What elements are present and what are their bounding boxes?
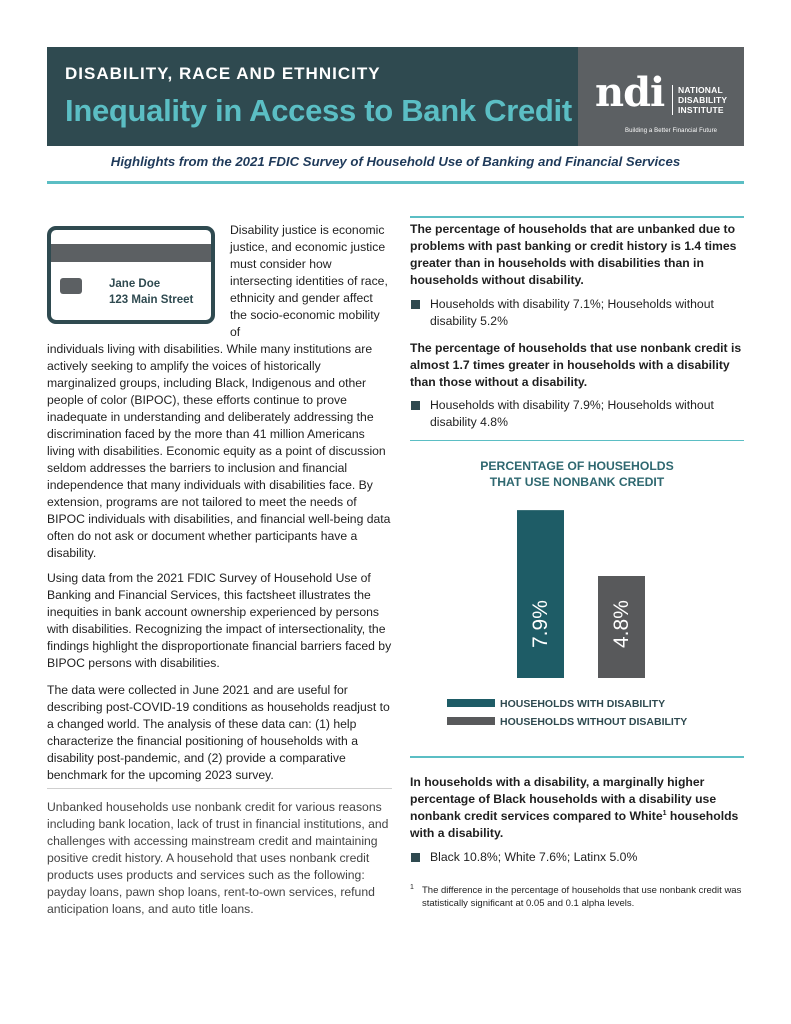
logo-mark: ndi bbox=[595, 69, 665, 116]
square-bullet-icon bbox=[411, 401, 420, 410]
intro-paragraph-start: Disability justice is economic justice, and economic justice must consider how intersecting identities of race, ethnicity and gender affect the socio-economic mobility of bbox=[230, 223, 388, 339]
square-bullet-icon bbox=[411, 300, 420, 309]
chart-title: PERCENTAGE OF HOUSEHOLDS THAT USE NONBANK CREDIT bbox=[480, 459, 674, 489]
logo-tagline: Building a Better Financial Future bbox=[625, 128, 718, 134]
ndi-logo bbox=[578, 47, 744, 146]
intro-paragraph-continued: individuals living with disabilities. While many institutions are actively seeking to amplify the voices of historically marginalized groups, including Black, Indigenous and other people of color (BIPOC), these efforts continue to prove inadequate in understanding and deliberately addressing the discrimination faced by the more than 41 million Americans living with disabilities. Economic equity as a point of discussion seldom addresses the barriers to inclusion and financial independence that many individuals with disabilities face. By extension, programs are not tailored to meet the needs of BIPOC individuals with disabilities, and financial well-being data often do not ask or document whether participants have a disability. bbox=[47, 342, 391, 560]
header-kicker: DISABILITY, RACE AND ETHNICITY bbox=[65, 64, 381, 83]
footnote-mark: 1 bbox=[410, 884, 414, 891]
nonbank-credit-paragraph: Unbanked households use nonbank credit for various reasons including bank location, lack of trust in financial institutions, and challenges with accessing mainstream credit and maintaining positive credit history. A household that uses nonbank credit products uses products and services such as the following: payday loans, pawn shop loans, rent-to-own services, refund anticipation loans, and auto title loans. bbox=[47, 800, 389, 916]
card-holder-address: 123 Main Street bbox=[109, 294, 194, 306]
card-holder-name: Jane Doe bbox=[109, 278, 161, 290]
stat-unbanked: The percentage of households that are unbanked due to problems with past banking or credit history is 1.4 times greater than in households with disabilities than in households without disability. bbox=[410, 222, 737, 287]
bullet-nonbank-credit: Households with disability 7.9%; Households without disability 4.8% bbox=[410, 397, 744, 431]
legend-label: HOUSEHOLDS WITHOUT DISABILITY bbox=[500, 716, 688, 728]
square-bullet-icon bbox=[411, 853, 420, 862]
legend-swatch bbox=[447, 717, 495, 725]
divider bbox=[410, 216, 744, 218]
card-chip bbox=[60, 278, 82, 294]
logo-name: NATIONAL DISABILITY INSTITUTE bbox=[672, 85, 727, 115]
page-title: Inequality in Access to Bank Credit bbox=[65, 93, 572, 128]
bar-with-disability bbox=[517, 510, 564, 678]
stat-nonbank-credit: The percentage of households that use nonbank credit is almost 1.7 times greater in households with a disability than those without a disability. bbox=[410, 341, 742, 389]
divider bbox=[410, 440, 744, 441]
divider bbox=[47, 181, 744, 184]
bullet-race: Black 10.8%; White 7.6%; Latinx 5.0% bbox=[410, 849, 744, 866]
legend-label: HOUSEHOLDS WITH DISABILITY bbox=[500, 698, 666, 710]
page-subtitle: Highlights from the 2021 FDIC Survey of Household Use of Banking and Financial Services bbox=[110, 154, 681, 169]
data-collection-paragraph: The data were collected in June 2021 and are useful for describing post-COVID-19 conditions as households readjust to a changed world. The analysis of these data can: (1) help characterize the financial positioning of households with a disability post-pandemic, and (2) provide a comparative benchmark for the upcoming 2023 survey. bbox=[47, 683, 390, 782]
bar-value-label: 7.9% bbox=[529, 600, 552, 648]
data-source-paragraph: Using data from the 2021 FDIC Survey of Household Use of Banking and Financial Services, this factsheet illustrates the inequities in bank account ownership experienced by persons with disabilities. Recognizing the impact of intersectionality, the findings highlight the disproportionate financial barriers faced by BIPOC persons with disabilities. bbox=[47, 571, 392, 670]
divider bbox=[410, 756, 744, 758]
footnote: 1 The difference in the percentage of households that use nonbank credit was statistically significant at 0.05 and 0.1 alpha levels. bbox=[410, 884, 744, 910]
stat-race: In households with a disability, a marginally higher percentage of Black households with a disability use nonbank credit services compared to White$^1$ households with a disability. bbox=[410, 775, 739, 840]
credit-card-illustration bbox=[47, 226, 215, 324]
divider bbox=[47, 788, 392, 789]
card-stripe bbox=[51, 244, 211, 262]
nonbank-credit-bar-chart bbox=[410, 490, 744, 730]
bullet-unbanked: Households with disability 7.1%; Households without disability 5.2% bbox=[410, 296, 744, 330]
bar-value-label: 4.8% bbox=[610, 600, 633, 648]
legend-swatch bbox=[447, 699, 495, 707]
